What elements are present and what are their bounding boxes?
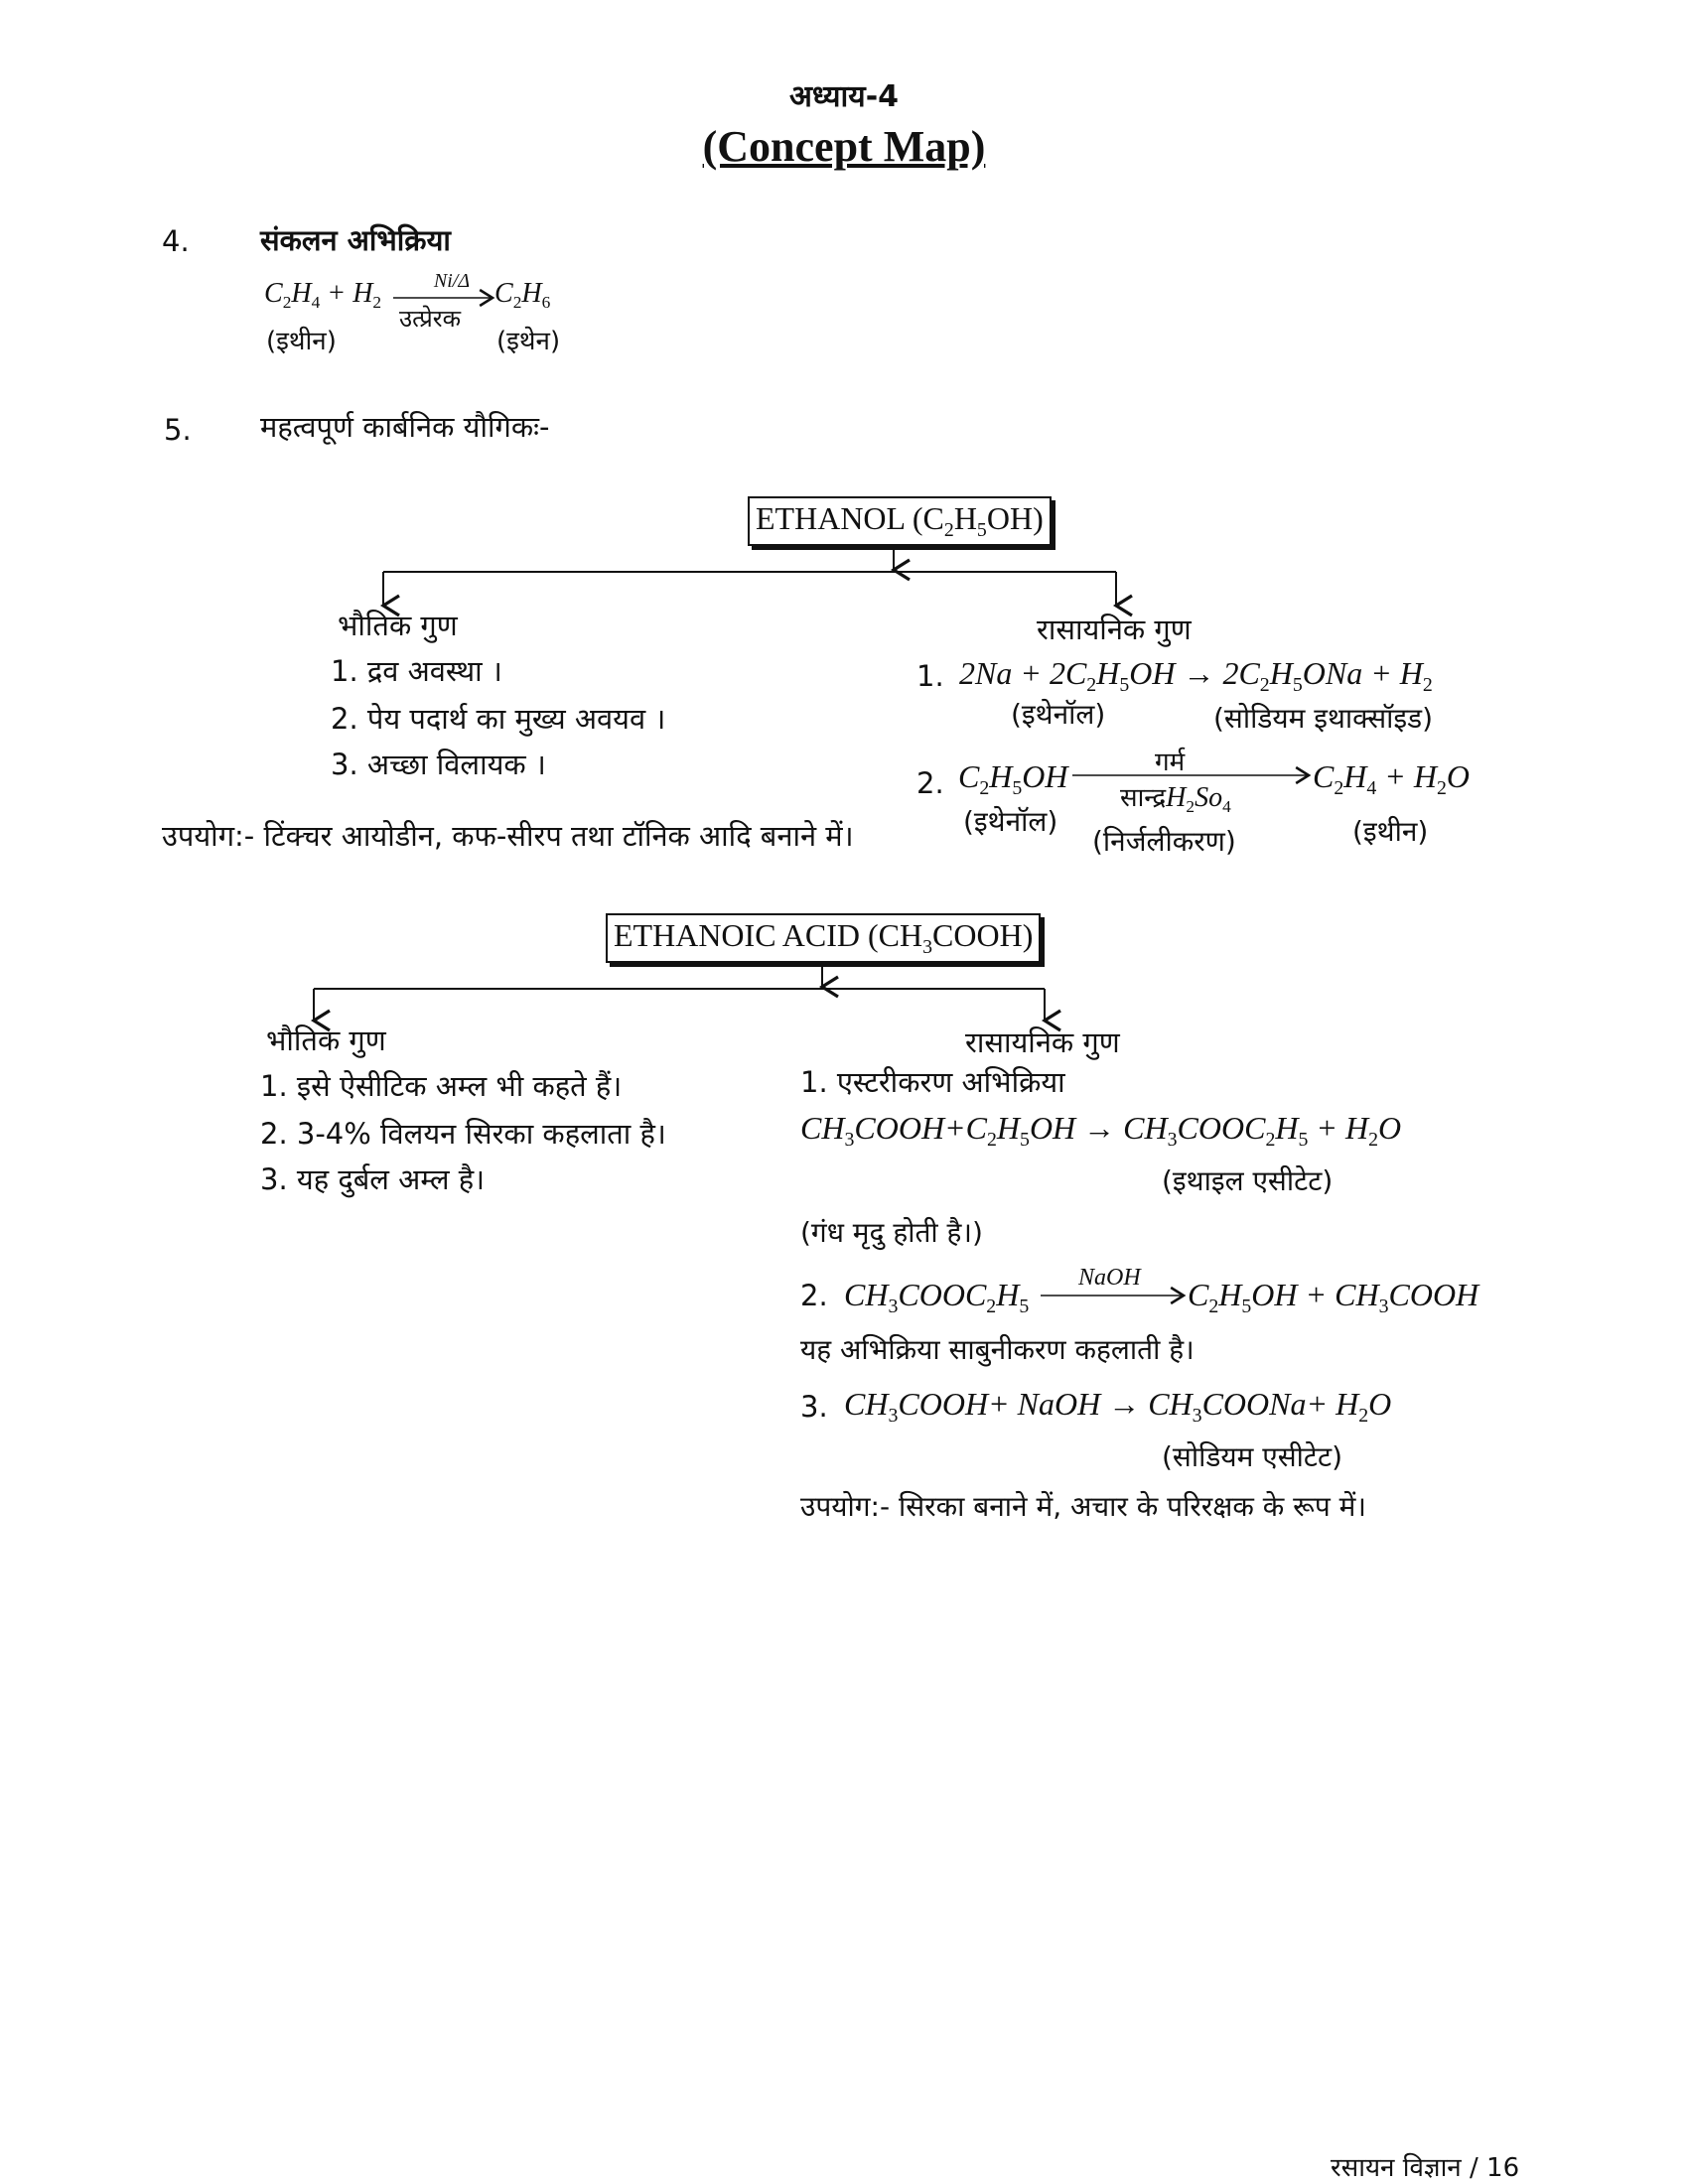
saponification-reagent: NaOH (1078, 1265, 1141, 1291)
chapter-number: अध्याय-4 (788, 79, 900, 114)
saponification-note: यह अभिक्रिया साबुनीकरण कहलाती है। (800, 1333, 1195, 1366)
ethene-label: (इथीन) (1352, 815, 1429, 848)
saponification-products: $C_2H_5OH$ + $CH_3COOH$ (1188, 1277, 1479, 1317)
page-title: (Concept Map) (702, 122, 986, 171)
ethanoic-physical-item: 3. यह दुर्बल अम्ल है। (260, 1162, 486, 1196)
ethanol-reaction-2-condition-bottom: $सान्द्रH_2So_4$ (1120, 782, 1231, 817)
ethanol-chemical-heading: रासायनिक गुण (1037, 613, 1192, 646)
esterification-heading: 1. एस्टरीकरण अभिक्रिया (800, 1065, 1065, 1099)
ethanol-label: (इथेनॉल) (1011, 698, 1106, 731)
neutralization-equation: $CH_3COOH+$ NaOH → $CH_3COONa+ H_2O$ (844, 1386, 1392, 1427)
ethanoic-physical-heading: भौतिक गुण (266, 1024, 386, 1057)
smell-note: (गंध मृदु होती है।) (800, 1216, 983, 1249)
ethanol-label: (इथेनॉल) (963, 805, 1058, 838)
sodium-acetate-label: (सोडियम एसीटेट) (1162, 1440, 1343, 1473)
page-footer: रसायन विज्ञान / 16 (1331, 2153, 1520, 2183)
ethanol-physical-item: 3. अच्छा विलायक । (331, 748, 546, 781)
section-4-heading: संकलन अभिक्रिया (260, 223, 451, 257)
ethanoic-uses: उपयोग:- सिरका बनाने में, अचार के परिरक्षक के रूप में। (800, 1490, 1367, 1523)
ethanol-reaction-1-equation: $2Na + 2C_2H_5OH \to 2C_2H_5ONa + H_2$ (959, 655, 1433, 696)
ethanoic-box-title: ETHANOIC ACID (614, 917, 860, 953)
ethene-label: (इथीन) (266, 327, 337, 356)
ethanol-box: ETHANOL $(C_2H_5OH)$ (748, 496, 1052, 546)
addition-reaction-product: $C_2H_6$ (494, 278, 551, 313)
section-5-heading: महत्वपूर्ण कार्बनिक यौगिकः- (260, 410, 550, 444)
ethanol-physical-item: 2. पेय पदार्थ का मुख्य अवयव । (331, 702, 666, 736)
saponification-number: 2. (800, 1279, 828, 1312)
ethanol-physical-item: 1. द्रव अवस्था । (331, 654, 502, 688)
addition-catalyst-bottom: उत्प्रेरक (399, 305, 462, 333)
ethanol-reaction-2-number: 2. (916, 766, 944, 800)
saponification-reactant: $CH_3COOC_2H_5$ (844, 1277, 1030, 1317)
section-5-number: 5. (164, 413, 192, 447)
ethanoic-physical-item: 2. 3-4% विलयन सिरका कहलाता है। (260, 1117, 666, 1151)
ethanol-box-title: ETHANOL (756, 500, 905, 536)
ethanoic-physical-item: 1. इसे ऐसीटिक अम्ल भी कहते हैं। (260, 1069, 623, 1103)
esterification-equation: $CH_3COOH+C_2H_5OH$ → $CH_3COOC_2H_5 + H_2O$ (800, 1110, 1402, 1151)
addition-catalyst-top: Ni/Δ (433, 270, 471, 292)
ethanol-uses: उपयोग:- टिंक्चर आयोडीन, कफ-सीरप तथा टॉनिक आदि बनाने में। (162, 819, 854, 853)
ethyl-acetate-label: (इथाइल एसीटेट) (1162, 1164, 1334, 1197)
conc-label: सान्द्र (1120, 783, 1167, 813)
ethanol-reaction-1-number: 1. (916, 659, 944, 693)
addition-reaction-reactants: $C_2H_4 + H_2$ (264, 278, 382, 313)
section-4-number: 4. (162, 224, 190, 258)
ethanoic-chemical-heading: रासायनिक गुण (965, 1025, 1120, 1059)
ethanol-reaction-2-condition-top: गर्म (1155, 748, 1186, 777)
ethanol-reaction-2-products: $C_2H_4 + H_2O$ (1313, 758, 1471, 799)
ethanol-physical-heading: भौतिक गुण (338, 609, 458, 642)
sodium-ethoxide-label: (सोडियम इथाक्सॉइड) (1213, 702, 1434, 735)
ethanoic-acid-box: ETHANOIC ACID $(CH_3COOH)$ (606, 913, 1041, 963)
neutralization-number: 3. (800, 1390, 828, 1424)
ethane-label: (इथेन) (496, 327, 561, 356)
ethanol-reaction-2-reactant: $C_2H_5OH$ (958, 758, 1068, 799)
dehydration-label: (निर्जलीकरण) (1092, 825, 1236, 858)
